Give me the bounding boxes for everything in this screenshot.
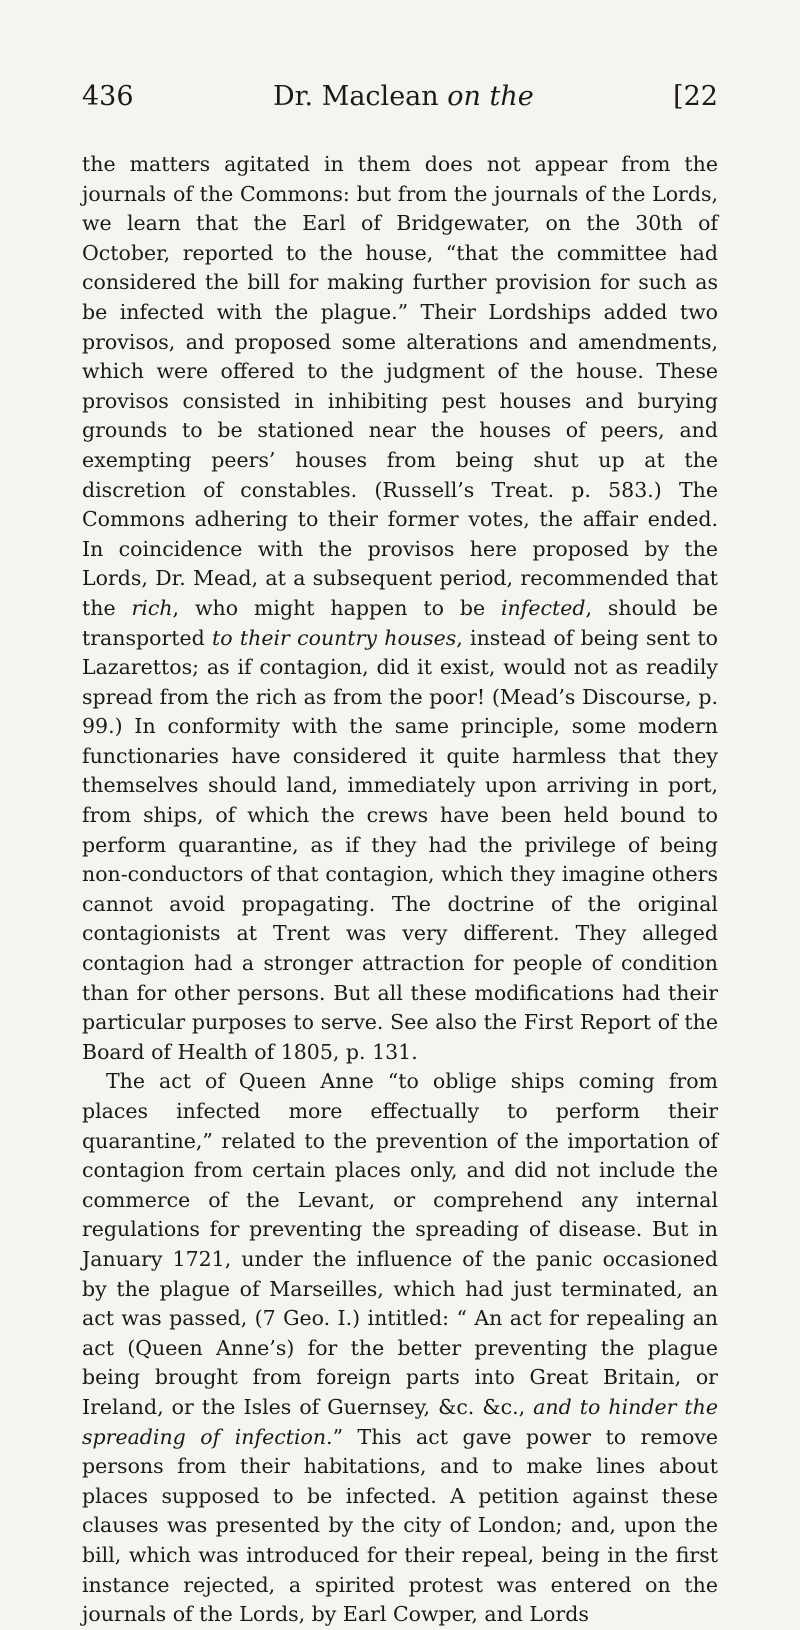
- text-run: , should be transported: [82, 595, 718, 650]
- page-number: 436: [82, 81, 134, 112]
- paragraph-2: [82, 1067, 718, 1629]
- running-head: [82, 80, 718, 114]
- text-run: , who might happen to be: [172, 595, 501, 620]
- running-title-main: Dr. Maclean: [272, 81, 439, 112]
- italic-run: infected: [501, 595, 586, 620]
- italic-run: to their country houses: [212, 625, 457, 650]
- body-text: [82, 150, 718, 1630]
- text-run: , instead of being sent to Lazarettos; as if contagion, did it exist, would not as readily spread from the rich as from the poor! (Mead’s Discourse, p. 99.) In conformity with the same principle, some modern functionaries have considered it quite harmless that they themselves should land, immediately upon arriving in port, from ships, of which the crews have been held bound to perform quarantine, as if they had the privilege of being non-conductors of that contagion, which they imagine others cannot avoid propagating. The doctrine of the original contagionists at Trent was very different. They alleged contagion had a stronger attraction for people of condition than for other persons. But all these modifications had their particular purposes to serve. See also the First Report of the Board of Health of 1805, p. 131.: [82, 625, 718, 1064]
- paragraph-1: [82, 150, 718, 1067]
- text-run: .” This act gave power to remove persons from their habitations, and to make lines about places supposed to be infected. A petition against these clauses was presented by the city of London; and, upon the bill, which was introduced for their repeal, being in the first instance rejected, a spirited protest was entered on the journals of the Lords, by Earl Cowper, and Lords: [82, 1424, 718, 1627]
- italic-run: and to hinder the spreading of infection: [82, 1394, 718, 1449]
- bracket-reference: [22: [673, 81, 718, 112]
- text-run: The act of Queen Anne “to oblige ships coming from places infected more effectually to perform their quarantine,” related to the prevention of the importation of contagion from certain places only, and did not include the commerce of the Levant, or comprehend any internal regulations for preventing the spreading of disease. But in January 1721, under the influence of the panic occasioned by the plague of Marseilles, which had just terminated, an act was passed, (7 Geo. I.) intitled: “ An act for repealing an act (Queen Anne’s) for the better preventing the plague being brought from foreign parts into Great Britain, or Ireland, or the Isles of Guernsey, &c. &c.,: [82, 1069, 718, 1419]
- running-title: [273, 80, 534, 114]
- running-title-italic: on the: [447, 81, 534, 112]
- text-run: the matters agitated in them does not appear from the journals of the Commons: but from the journals of the Lords, we learn that the Earl of Bridgewater, on the 30th of October, reported to the house, “that the committee had considered the bill for making further provision for such as be infected with the plague.” Their Lordships added two provisos, and proposed some alterations and amendments, which were offered to the judgment of the house. These provisos consisted in inhibiting pest houses and burying grounds to be stationed near the houses of peers, and exempting peers’ houses from being shut up at the discretion of constables. (Russell’s Treat. p. 583.) The Commons adhering to their former votes, the affair ended. In coincidence with the provisos here proposed by the Lords, Dr. Mead, at a subsequent period, recommended that the: [82, 152, 718, 620]
- italic-run: rich: [131, 595, 173, 620]
